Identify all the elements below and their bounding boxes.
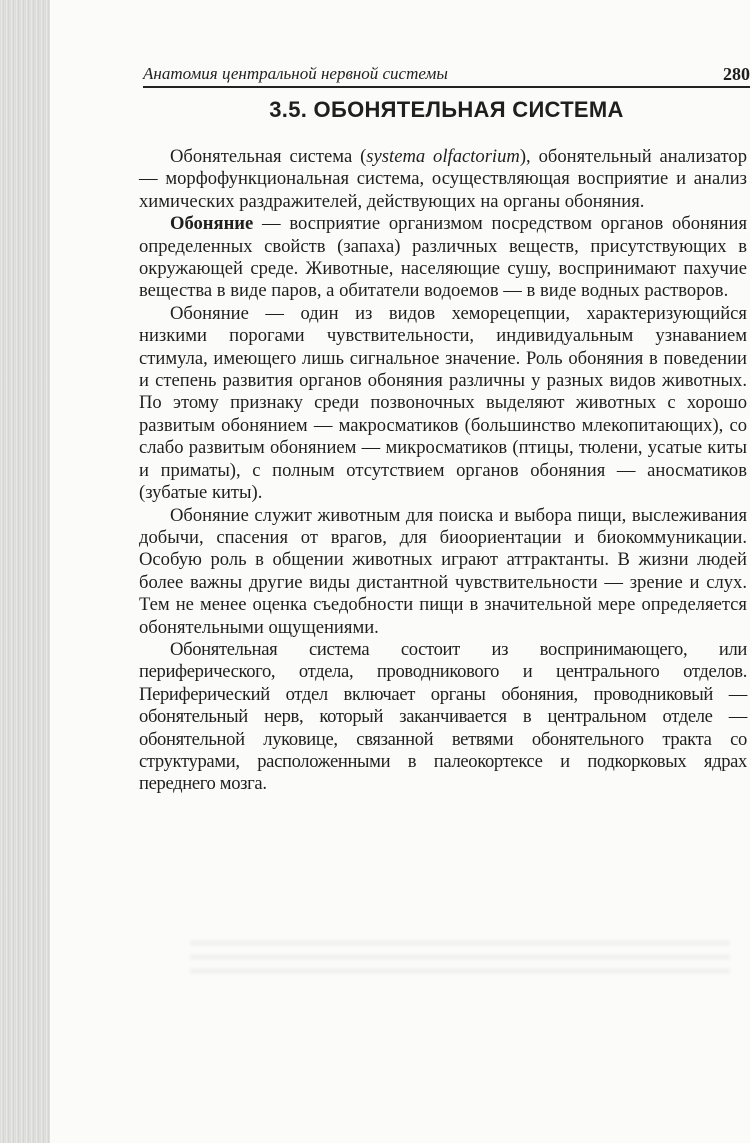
running-header: [143, 64, 750, 88]
paragraph-2: [139, 213, 747, 303]
defined-term: Обоняние: [170, 213, 254, 235]
paragraph-4: Обоняние служит животным для поиска и выбора пищи, выслеживания добычи, спасения от врагов, для биоориентации и биокоммуникации. Особую роль в общении животных играют аттрактанты. В жизни людей более важны другие виды дистантной чувствительности — зрение и слух. Тем не менее оценка съедобности пищи в значительной мере определяется обонятельными ощущениями.: [139, 504, 747, 638]
body-text: [139, 146, 747, 796]
section-title: 3.5. ОБОНЯТЕЛЬНАЯ СИСТЕМА: [269, 97, 624, 122]
paragraph-5: Обонятельная система состоит из воспринимающего, или периферического, отдела, проводникового и центрального отделов. Периферический отдел включает органы обоняния, проводниковый — обонятельный нерв, который заканчивается в центральном отделе — обонятельной луковице, связанной ветвями обонятельного тракта со структурами, расположенными в палеокортексе и подкорковых ядрах переднего мозга.: [139, 638, 747, 795]
paragraph-1-text-end: ), обонятельный анализатор — морфофункциональная система, осуществляющая восприятие и анализ химических раздражителей, действующих на органы обоняния.: [139, 146, 747, 212]
running-header-title: Анатомия центральной нервной системы: [143, 64, 448, 83]
paragraph-1: [139, 146, 747, 213]
page-number: 280: [723, 64, 750, 84]
book-page: [50, 0, 750, 1143]
paragraph-1-text-start: Обонятельная система (: [170, 146, 367, 167]
latin-term: systema olfactorium: [366, 146, 520, 167]
show-through-text: [190, 940, 730, 974]
paragraph-2-text: — восприятие организмом посредством органов обоняния определенных свойств (запаха) различных веществ, присутствующих в окружающей среде. Животные, населяющие сушу, воспринимают пахучие вещества в виде паров, а обитатели водоемов — в виде водных растворов.: [139, 213, 747, 302]
paragraph-3: Обоняние — один из видов хеморецепции, характеризующийся низкими порогами чувствительности, индивидуальным узнаванием стимула, имеющего лишь сигнальное значение. Роль обоняния в поведении и степень развития органов обоняния различны у разных видов животных. По этому признаку среди позвоночных выделяют животных с хорошо развитым обонянием — макросматиков (большинство млекопитающих), со слабо развитым обонянием — микросматиков (птицы, тюлени, усатые киты и приматы), с полным отсутствием органов обоняния — аносматиков (зубатые киты).: [139, 302, 747, 504]
book-spine-shadow: [0, 0, 50, 1143]
